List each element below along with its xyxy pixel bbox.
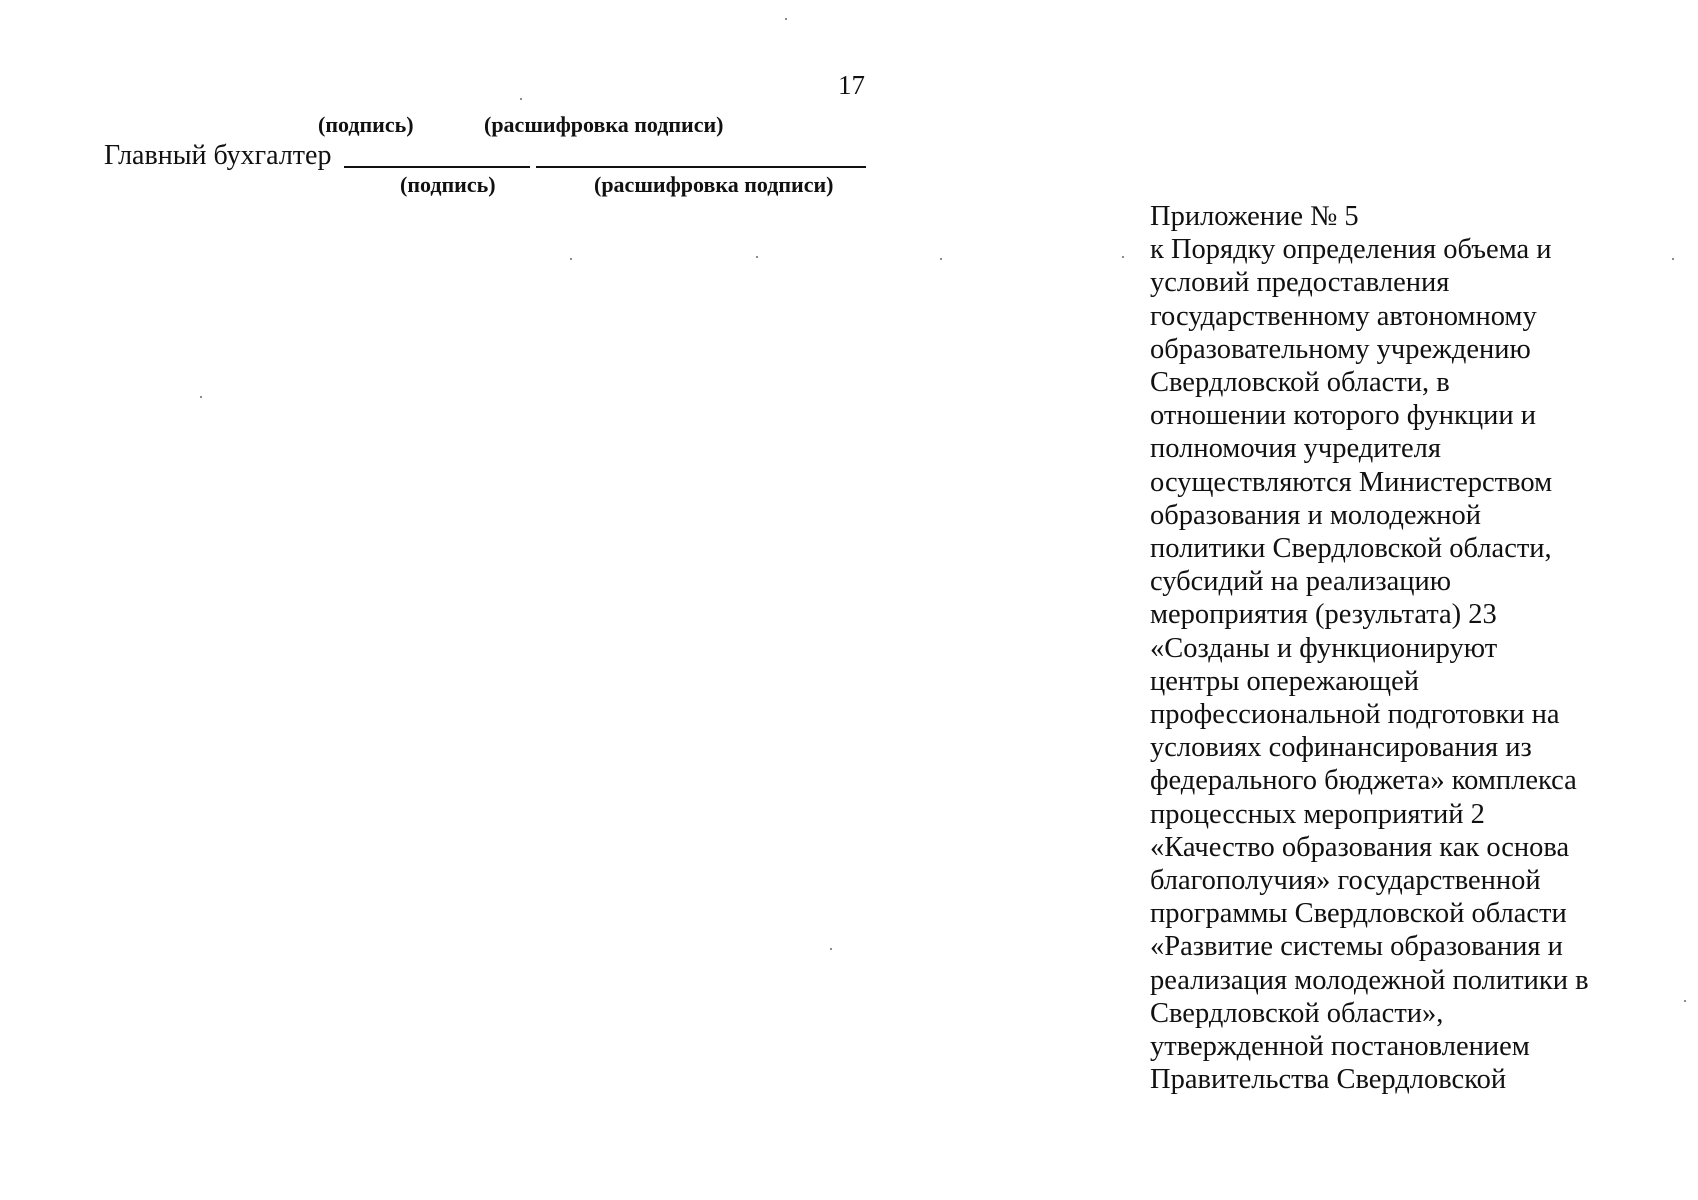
appendix-body: к Порядку определения объема и условий предоставления государственному автономному образовательному учреждению Свердловской области, в отношении которого функции и полномочия учредителя осуществляются Министерством образования и молодежной политики Свердловской области, субсидий на реализацию мероприятия (результата) 23 «Созданы и функционируют центры опережающей профессиональной подготовки на условиях софинансирования из федерального бюджета» комплекса процессных мероприятий 2 «Качество образования как основа благополучия» государственной программы Свердловской области «Развитие системы образования и реализация молодежной политики в Свердловской области», утвержденной постановлением Правительства Свердловской	[1150, 234, 1589, 1096]
scan-speck	[570, 258, 572, 260]
chief-accountant-label: Главный бухгалтер	[104, 140, 332, 171]
scan-speck	[756, 256, 758, 258]
scan-speck	[200, 396, 202, 398]
scan-speck	[1672, 258, 1674, 260]
page-number: 17	[838, 70, 865, 100]
scan-speck	[1684, 1000, 1686, 1002]
decryption-caption-bottom: (расшифровка подписи)	[594, 172, 834, 197]
signature-caption-bottom: (подпись)	[400, 172, 496, 197]
chief-accountant-signature-line	[344, 166, 530, 168]
scan-speck	[1122, 256, 1124, 258]
decryption-caption-top: (расшифровка подписи)	[484, 112, 724, 137]
appendix-block	[1150, 200, 1630, 1096]
signature-caption-top: (подпись)	[318, 112, 414, 137]
scan-speck	[520, 98, 522, 100]
chief-accountant-decryption-line	[536, 166, 866, 168]
scan-speck	[940, 258, 942, 260]
scan-speck	[830, 948, 832, 950]
appendix-title: Приложение № 5	[1150, 201, 1359, 232]
scan-speck	[785, 18, 787, 20]
